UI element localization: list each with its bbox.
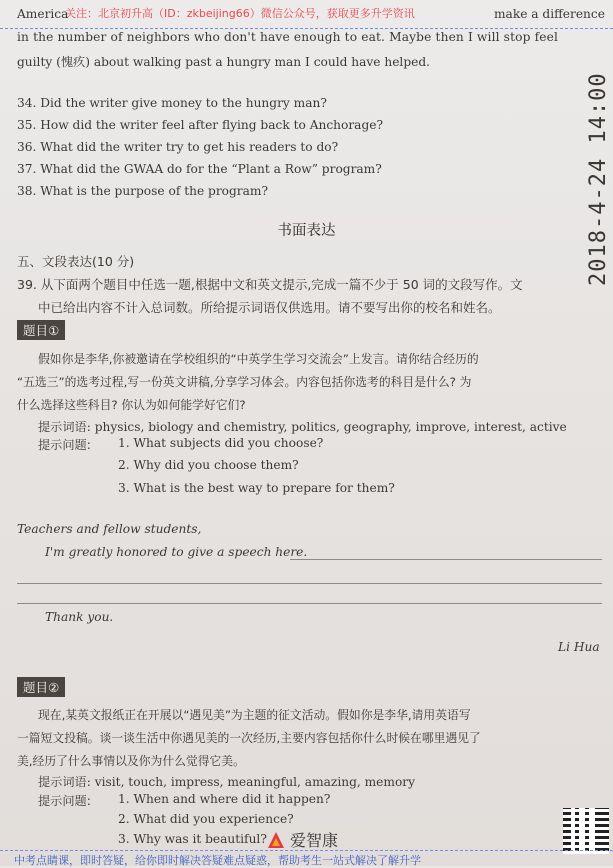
section-heading: 书面表达	[277, 223, 336, 239]
topic2-paragraph-2: 一篇短文投稿。谈一谈生活中你遇见美的一次经历,主要内容包括你什么时候在哪里遇见了	[17, 731, 481, 745]
topic1-hint-words: 提示词语: physics, biology and chemistry, politics, geography, improve, interest, active	[38, 420, 567, 434]
topic2-prompt-2: 2. What did you experience?	[118, 812, 294, 826]
question-35: 35. How did the writer feel after flying back to Anchorage?	[17, 118, 383, 132]
topic2-prompt-label: 提示问题:	[38, 794, 91, 808]
topic2-prompt-1: 1. When and where did it happen?	[118, 792, 331, 806]
speech-closing: Thank you.	[45, 610, 114, 624]
topic1-tag: 题目①	[17, 320, 65, 340]
brand-logo-icon	[266, 830, 286, 850]
passage-line-1a: America	[17, 7, 69, 21]
topic1-paragraph-3: 什么选择这些科目? 你认为如何能学好它们?	[17, 398, 246, 412]
question-38: 38. What is the purpose of the program?	[17, 184, 268, 198]
question-34: 34. Did the writer give money to the hungry man?	[17, 96, 327, 110]
speech-opening: I'm greatly honored to give a speech here.	[45, 545, 308, 559]
topic2-paragraph-1: 现在,某英文报纸正在开展以“遇见美”为主题的征文活动。假如你是李华,请用英语写	[38, 708, 471, 722]
question-36: 36. What did the writer try to get his readers to do?	[17, 140, 339, 154]
topic2-prompt-3: 3. Why was it beautiful?	[118, 832, 267, 846]
answer-line-3	[17, 603, 602, 604]
topic2-tag: 题目②	[17, 677, 65, 697]
answer-line-2	[17, 583, 602, 584]
watermark-divider-bottom	[0, 850, 613, 851]
passage-line-1b: make a difference	[494, 7, 605, 21]
part5-title: 五、文段表达(10 分)	[17, 254, 135, 269]
topic1-prompt-2: 2. Why did you choose them?	[118, 458, 299, 472]
watermark-divider-top	[0, 28, 613, 29]
part5-instruction-1: 39. 从下面两个题目中任选一题,根据中文和英文提示,完成一篇不少于 50 词的文段写作。文	[17, 277, 523, 292]
speech-greeting: Teachers and fellow students,	[17, 522, 202, 536]
passage-line-2: in the number of neighbors who don't have enough to eat. Maybe then I will stop feel	[17, 30, 559, 44]
passage-line-3: guilty (愧疚) about walking past a hungry man I could have helped.	[17, 55, 431, 69]
watermark-top-text: 关注：北京初升高（ID：zkbeijing66）微信公众号，获取更多升学资讯	[65, 7, 415, 20]
watermark-bottom-text: 中考点睛课，即时答疑，给你即时解决答疑难点疑惑，帮助考生一站式解决了解升学	[14, 854, 421, 867]
timestamp-stamp: 2018-4-24 14:00	[586, 72, 611, 286]
topic1-prompt-label: 提示问题:	[38, 438, 91, 452]
brand-logo[interactable]	[266, 828, 338, 851]
topic1-paragraph-1: 假如你是李华,你被邀请在学校组织的“中英学生学习交流会”上发言。请你结合经历的	[38, 352, 479, 366]
topic1-prompt-1: 1. What subjects did you choose?	[118, 436, 324, 450]
topic2-paragraph-3: 美,经历了什么事情以及你为什么觉得它美。	[17, 754, 245, 768]
qr-code-icon[interactable]	[563, 808, 609, 854]
answer-line-1	[290, 559, 602, 560]
topic1-paragraph-2: “五选三”的选考过程,写一份英文讲稿,分享学习体会。内容包括你选考的科目是什么? 为	[17, 375, 472, 389]
topic2-hint-words: 提示词语: visit, touch, impress, meaningful, amazing, memory	[38, 775, 415, 789]
part5-instruction-2: 中已给出内容不计入总词数。所给提示词语仅供选用。请不要写出你的校名和姓名。	[38, 300, 501, 315]
question-37: 37. What did the GWAA do for the “Plant a Row” program?	[17, 162, 382, 176]
topic1-prompt-3: 3. What is the best way to prepare for them?	[118, 481, 395, 495]
speech-signature: Li Hua	[558, 640, 600, 654]
brand-logo-text: 爱智康	[290, 831, 339, 850]
